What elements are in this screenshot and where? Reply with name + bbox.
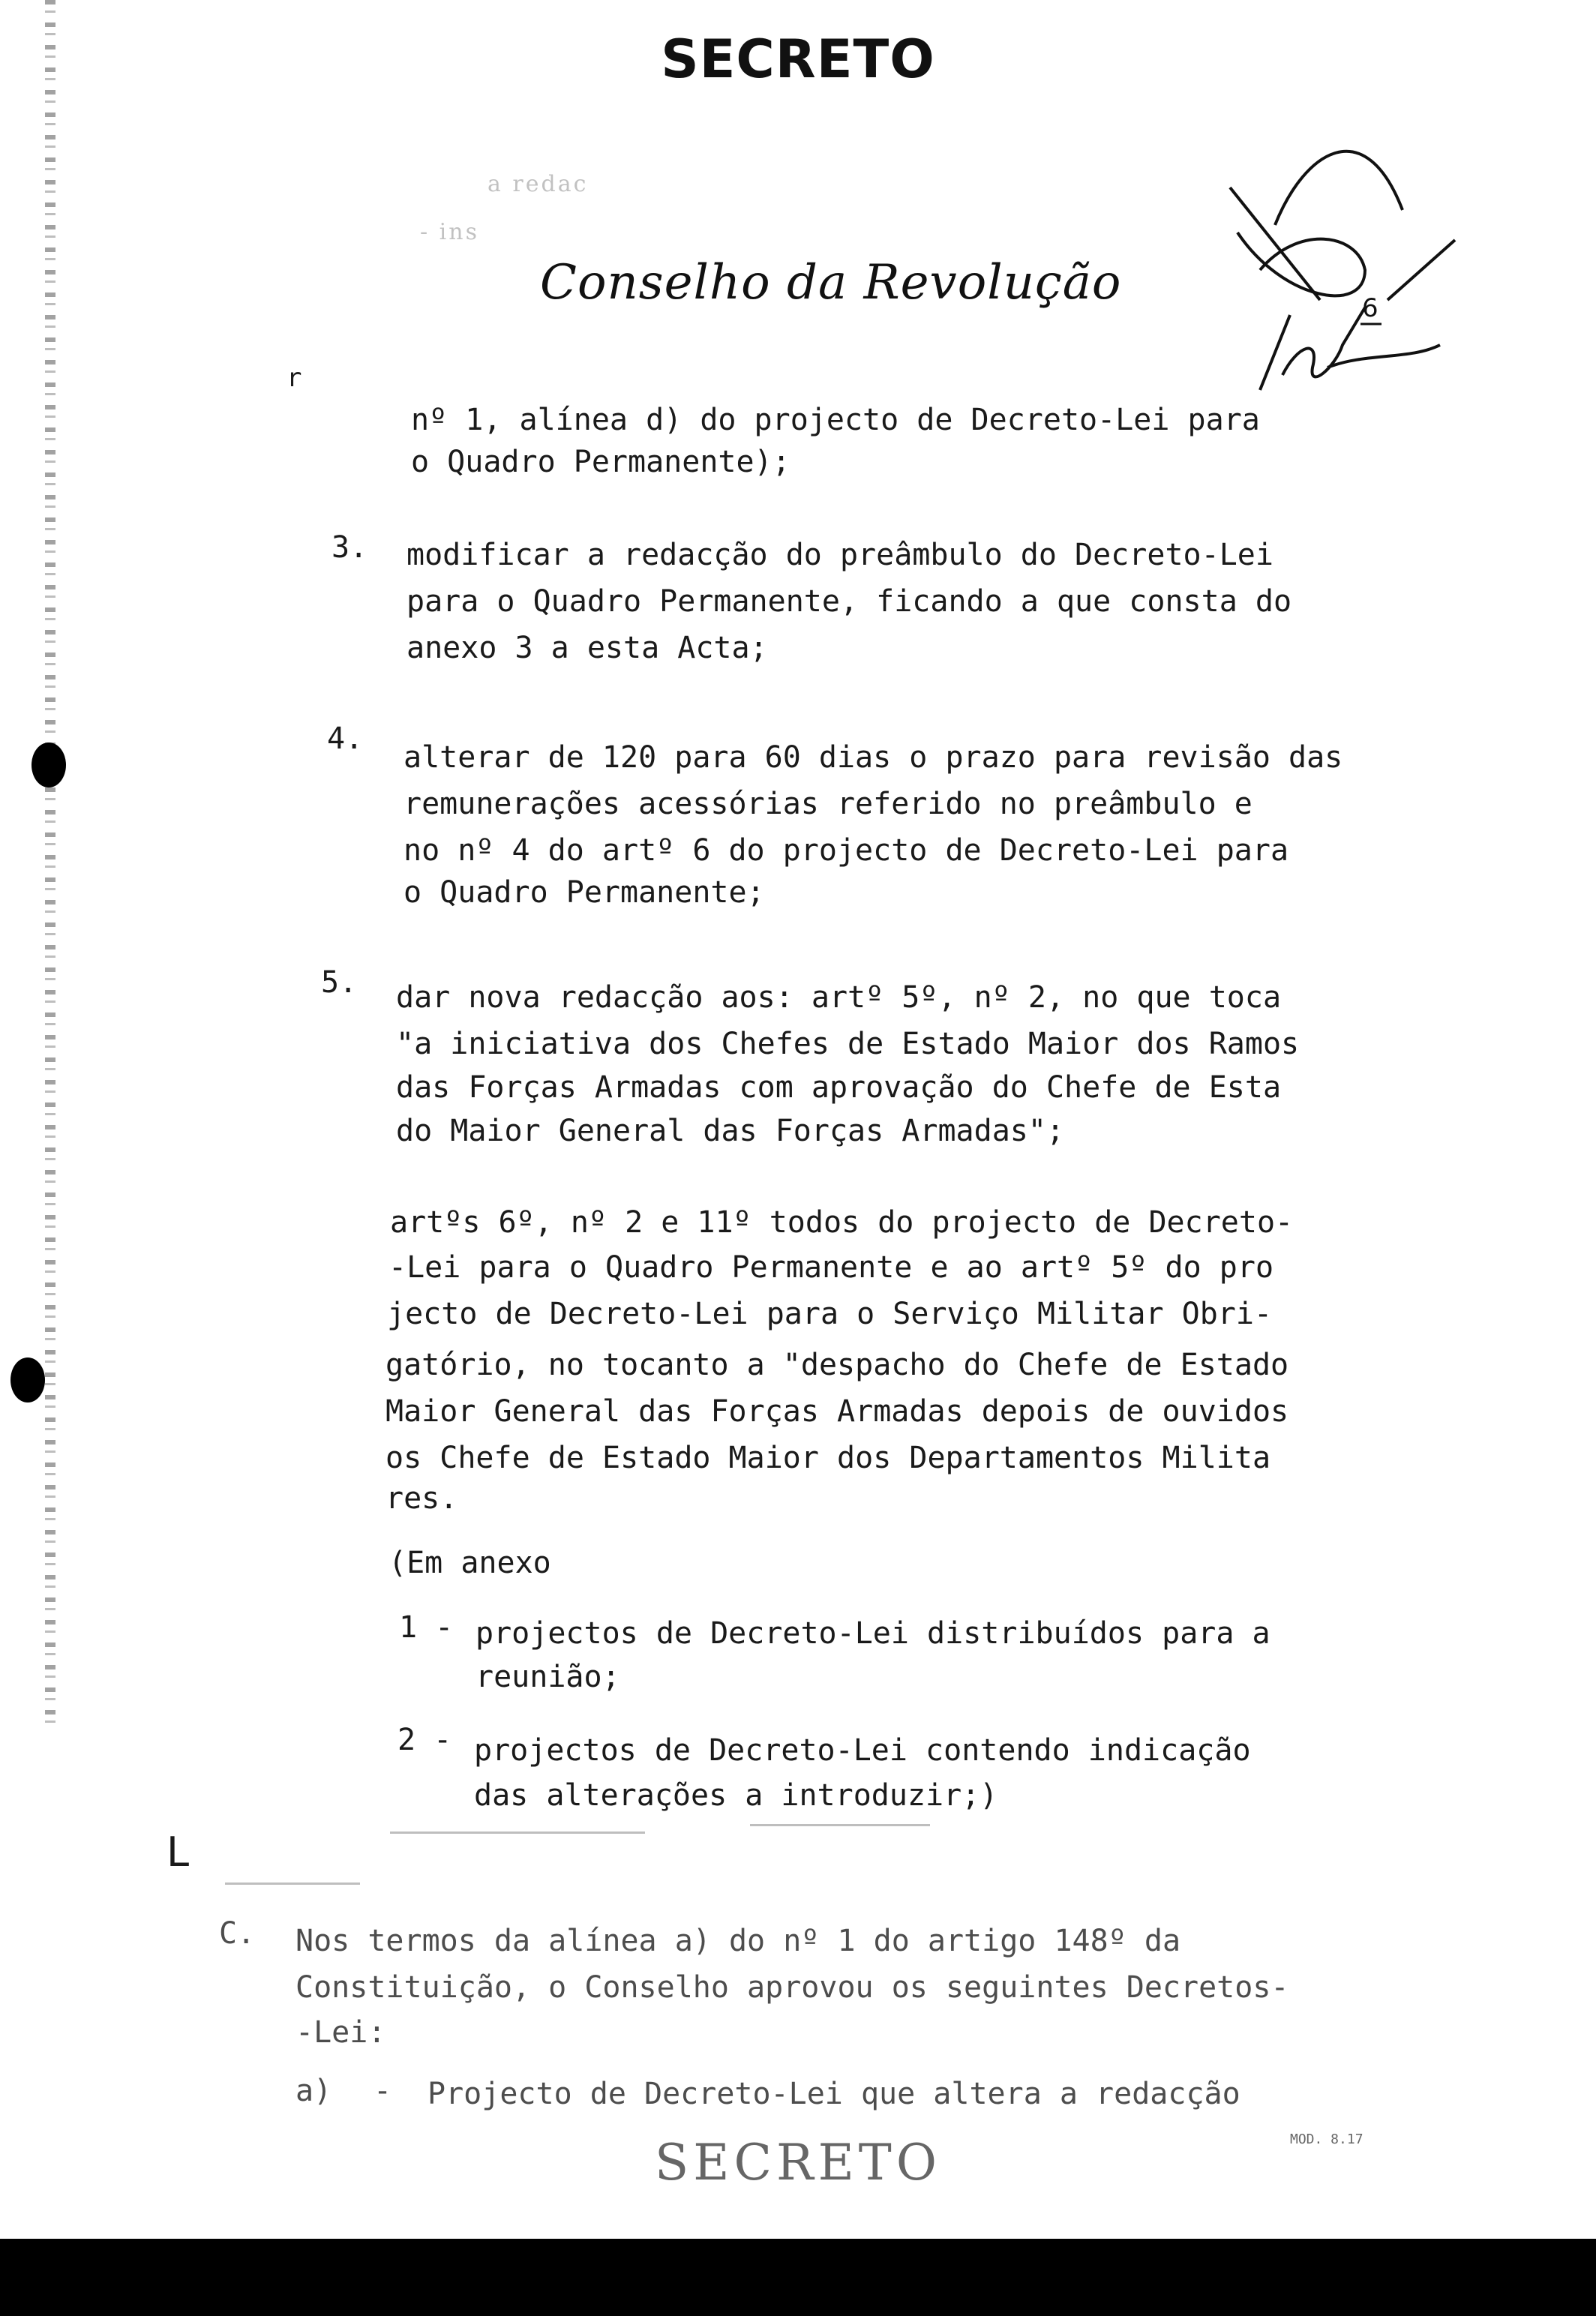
annex-entry-2-number: 2 - <box>398 1723 452 1757</box>
scan-bottom-band <box>0 2239 1596 2316</box>
item-number-5: 5. <box>321 965 358 1000</box>
section-c-line-2: Constituição, o Conselho aprovou os seguintes Decretos- <box>296 1970 1289 2005</box>
annex-entry-1-line-1: projectos de Decreto-Lei distribuídos para a <box>476 1616 1270 1651</box>
handwritten-initials-signature <box>1215 120 1470 435</box>
section-c-line-1: Nos termos da alínea a) do nº 1 do artigo 148º da <box>296 1924 1181 1958</box>
faint-header-line-2: - ins <box>420 219 479 245</box>
faint-header-line-1: a redac <box>488 171 589 197</box>
classification-stamp-bottom: SECRETO <box>655 2134 941 2192</box>
item-4-line-1: alterar de 120 para 60 dias o prazo para revisão das <box>404 740 1343 775</box>
scan-noise-line <box>225 1882 360 1885</box>
item-4-line-4: o Quadro Permanente; <box>404 875 765 910</box>
punch-hole-bottom <box>10 1358 45 1402</box>
annex-entry-1-line-2: reunião; <box>476 1660 620 1694</box>
item-5-para2-line-6: os Chefe de Estado Maior dos Departamentos Milita <box>386 1441 1271 1475</box>
item-5-para2-line-7: res. <box>386 1481 458 1516</box>
margin-mark-r: r <box>286 363 302 393</box>
section-c-sub-a-label: a) <box>296 2074 332 2108</box>
item-5-line-3: das Forças Armadas com aprovação do Chefe de Esta <box>396 1070 1282 1105</box>
letterhead-title: Conselho da Revolução <box>540 255 1122 310</box>
section-c-line-3: -Lei: <box>296 2015 386 2050</box>
section-c-letter: C. <box>219 1916 256 1951</box>
item-number-3: 3. <box>332 530 368 565</box>
item-5-line-2: "a iniciativa dos Chefes de Estado Maior dos Ramos <box>396 1027 1300 1061</box>
annex-intro: (Em anexo <box>388 1546 551 1580</box>
punch-hole-top <box>32 742 66 788</box>
item-5-para2-line-1: artºs 6º, nº 2 e 11º todos do projecto de Decreto- <box>390 1205 1294 1240</box>
item-5-para2-line-2: -Lei para o Quadro Permanente e ao artº 5º do pro <box>388 1250 1274 1285</box>
item-5-line-1: dar nova redacção aos: artº 5º, nº 2, no que toca <box>396 980 1282 1015</box>
item-5-line-4: do Maior General das Forças Armadas"; <box>396 1114 1065 1148</box>
continuation-line-2: o Quadro Permanente); <box>411 445 790 479</box>
item-5-para2-line-5: Maior General das Forças Armadas depois de ouvidos <box>386 1394 1289 1429</box>
scan-edge-artifact <box>45 0 56 1725</box>
scan-noise-line <box>750 1824 930 1826</box>
item-3-line-3: anexo 3 a esta Acta; <box>406 631 768 665</box>
section-c-sub-a-dash: - <box>374 2074 392 2108</box>
annex-entry-2-line-2: das alterações a introduzir;) <box>474 1778 998 1813</box>
page-number: 6 <box>1362 293 1378 323</box>
item-5-para2-line-4: gatório, no tocanto a "despacho do Chefe de Estado <box>386 1348 1289 1382</box>
item-3-line-2: para o Quadro Permanente, ficando a que consta do <box>406 584 1292 619</box>
item-number-4: 4. <box>327 722 364 756</box>
classification-stamp-top: SECRETO <box>661 28 935 90</box>
continuation-line-1: nº 1, alínea d) do projecto de Decreto-Lei para <box>411 403 1260 437</box>
annex-entry-2-line-1: projectos de Decreto-Lei contendo indicação <box>474 1733 1251 1768</box>
item-3-line-1: modificar a redacção do preâmbulo do Decreto-Lei <box>406 538 1274 572</box>
scan-noise-line <box>390 1832 645 1834</box>
form-code: MOD. 8.17 <box>1290 2132 1364 2147</box>
section-c-sub-a-text: Projecto de Decreto-Lei que altera a redacção <box>428 2077 1240 2111</box>
annex-entry-1-number: 1 - <box>399 1610 454 1645</box>
item-4-line-3: no nº 4 do artº 6 do projecto de Decreto-Lei para <box>404 833 1289 868</box>
item-5-para2-line-3: jecto de Decreto-Lei para o Serviço Militar Obri- <box>387 1297 1273 1331</box>
item-4-line-2: remunerações acessórias referido no preâmbulo e <box>404 787 1252 821</box>
margin-mark-l: L <box>166 1828 190 1876</box>
